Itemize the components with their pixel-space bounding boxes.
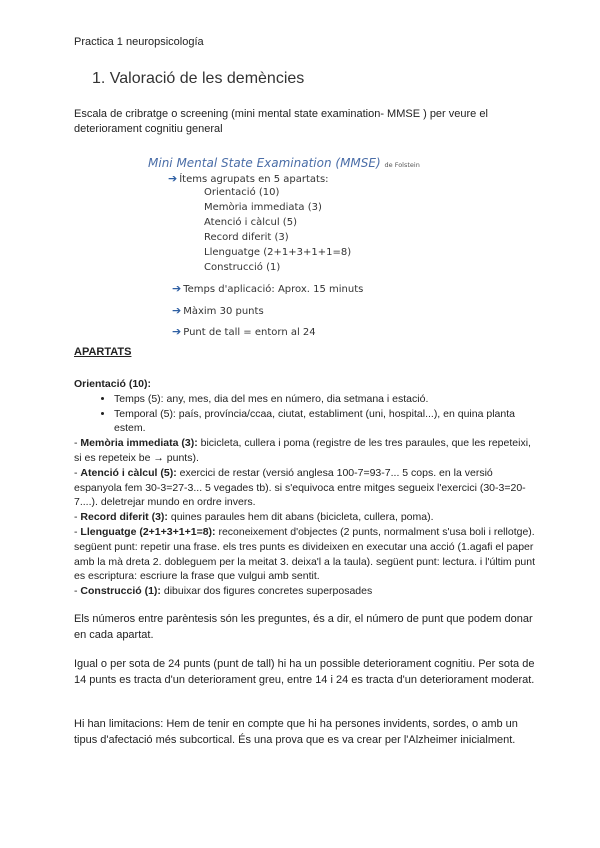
mmse-item: Orientació (10) [204,187,280,198]
list-item: • Temporal (5): país, província/ccaa, ciutat, establiment (uni, hospital...), en quina planta estem. [114,407,536,437]
list-item: • Temps (5): any, mes, dia del mes en número, dia setmana i estació. [114,392,536,407]
arrow-icon: ➔ [172,325,182,338]
section-atencio: - Atenció i càlcul (5): exercici de restar (versió anglesa 100-7=93-7... 5 cops. en la versió espanyola fem 30-3=27-3... 5 vegades tb). si s'equivoca entre mitges segueix l'exercici (30-3=20-7....). deletrejar mundo en ordre invers. [74,466,526,509]
arrow-icon: ➔ [168,172,178,185]
orientacio-list [74,392,536,436]
arrow-icon: ➔ [172,282,182,295]
section-construccio: - Construcció (1): dibuixar dos figures concretes superposades [74,585,373,598]
mmse-title [148,156,468,170]
orientacio-title: Orientació (10): [74,378,152,390]
page-header: Practica 1 neuropsicología [74,36,204,48]
section-heading: 1. Valoració de les demències [92,70,305,87]
mmse-items-label: ➔ Ítems agrupats en 5 apartats: [168,172,329,185]
section-memoria: - Memòria immediata (3): bicicleta, cullera i poma (registre de les tres paraules, que les repeteixi, si es repeteix be → punts). [74,437,531,464]
section-record: - Record diferit (3): quines paraules hem dit abans (bicicleta, cullera, poma). [74,511,434,524]
mmse-item: Atenció i càlcul (5) [204,217,297,228]
apartats-heading: APARTATS [74,346,132,358]
mmse-title-text: Mini Mental State Examination (MMSE) [148,156,381,170]
mmse-title-author: de Folstein [384,161,420,169]
paragraph: Hi han limitacions: Hem de tenir en compte que hi ha persones invidents, sordes, o amb un tipus d'afectació més subcortical. És una prova que es va crear per l'Alzheimer inicialment. [74,718,518,746]
paragraph: Igual o per sota de 24 punts (punt de tall) hi ha un possible deteriorament cognitiu. Per sota de 14 punts es tracta d'un deteriorament greu, entre 14 i 24 es tracta d'un deteriorament moderat. [74,658,535,686]
apartats-body [74,377,536,599]
mmse-item: Record diferit (3) [204,232,289,243]
mmse-time: ➔ Temps d'aplicació: Aprox. 15 minuts [172,282,364,295]
intro-paragraph: Escala de cribratge o screening (mini mental state examination- MMSE ) per veure el deteriorament cognitiu general [74,108,488,135]
mmse-item: Memòria immediata (3) [204,202,322,213]
mmse-summary-box [148,156,468,338]
section-llenguatge: - Llenguatge (2+1+3+1+1=8): reconeixement d'objectes (2 punts, normalment s'usa boli i rellotge). següent punt: repetir una frase. els tres punts es divideixen en executar una acció (1.agafi el paper amb la mà dreta 2. dobleguem per la meitat 3. deixa'l a la taula). següent punt: lectura. i l'últim punt es escriptura: escriure la frase que vulgui amb sentit. [74,525,536,583]
mmse-cutoff: ➔ Punt de tall = entorn al 24 [172,325,316,338]
mmse-item: Llenguatge (2+1+3+1+1=8) [204,247,352,258]
mmse-item: Construcció (1) [204,262,281,273]
arrow-icon: ➔ [172,304,182,317]
paragraph: Els números entre parèntesis són les preguntes, és a dir, el número de punt que podem donar en cada apartat. [74,613,533,641]
mmse-max: ➔ Màxim 30 punts [172,304,264,317]
